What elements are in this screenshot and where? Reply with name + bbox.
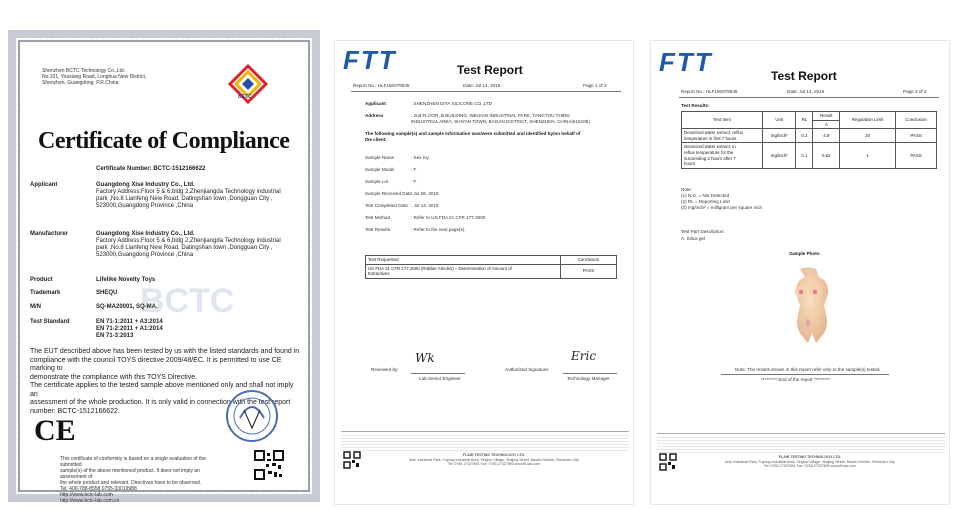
manufacturer-line: Guangdong Xise Industry Co., Ltd. bbox=[96, 231, 195, 237]
field-label: Sample Model bbox=[365, 167, 395, 172]
report-number: Report No.: HLF150078635 bbox=[681, 89, 738, 94]
field-label: Test Results bbox=[365, 227, 391, 232]
footer-line: http://www.bctc-lab.com bbox=[60, 492, 113, 498]
footer-line: FLAIR TESTING TECHNOLOGY LTD. bbox=[778, 455, 842, 459]
report-footer bbox=[369, 453, 619, 467]
footer-line: Tel: 0755-27327891 Fax: 0755-27327893 www.ftt-lab.com bbox=[763, 464, 857, 469]
field-label: Sample Received Date bbox=[365, 191, 412, 196]
qr-code-icon bbox=[254, 450, 284, 480]
statement-line: demonstrate the compliance with this TOYS Directive. bbox=[30, 373, 198, 381]
table-cell: Deionized water extract, reflux temperature in first 7 hours bbox=[682, 129, 763, 143]
statement-line: assessment of the whole production. It is only valid in connection with the test report bbox=[30, 399, 291, 406]
issuer-line: Shenzhen, Guangdong, P.R.China bbox=[42, 80, 119, 86]
applicant-line: Factory Address:Floor 5 & 6,bldg 2,Zhenjiangda Technology industrial bbox=[96, 189, 281, 195]
model-number-label: M/N bbox=[30, 304, 41, 310]
field-value: : Sex toy bbox=[411, 155, 429, 160]
table-cell: 0.1 bbox=[796, 143, 813, 168]
requested-tests-table bbox=[365, 255, 617, 279]
table-row bbox=[366, 264, 617, 278]
certificate-title: Certificate of Compliance bbox=[38, 128, 290, 154]
product-label: Product bbox=[30, 277, 53, 283]
qr-code-icon bbox=[343, 451, 361, 469]
ce-mark: CE bbox=[34, 414, 76, 447]
certificate-footer bbox=[60, 456, 220, 504]
footer-line: Tel: 0755-27327891 Fax: 0755-27327893 www.ftt-lab.com bbox=[447, 462, 541, 467]
sample-photo bbox=[783, 265, 833, 345]
report-footer bbox=[685, 455, 935, 469]
table-header: A bbox=[813, 120, 840, 129]
footer-line: Add: Industrial Park, Fuyong Industrial Area, Yingtou Village, Shajing Street, BaoAn District, Shenzhen City bbox=[725, 459, 895, 464]
certificate bbox=[4, 26, 324, 506]
standard-line: EN 71-1:2011 + A3:2014 bbox=[96, 319, 163, 325]
manufacturer-label: Manufacturer bbox=[30, 231, 69, 237]
address-line: : 2nd FLOOR, B BUILDING, WEIJIAN INDUSTRIAL PARK, TANGTOU THIRD bbox=[411, 113, 570, 118]
intro-text bbox=[365, 131, 580, 143]
table-cell: PASS bbox=[561, 264, 617, 278]
part-description-value: A. Silica gel bbox=[681, 236, 706, 241]
test-results-label: Test Results: bbox=[681, 103, 710, 108]
standard-line: EN 71-3:2013 bbox=[96, 333, 134, 339]
field-value: : Jul 06, 2015 bbox=[411, 191, 439, 196]
signature-authorized: Eric bbox=[571, 349, 597, 363]
test-standard-label: Test Standard bbox=[30, 319, 70, 325]
trademark-value: SHEQU bbox=[96, 290, 118, 296]
product-value: Lifelike Novelty Toys bbox=[96, 277, 156, 283]
field-label: Test Completed Date bbox=[365, 203, 408, 208]
certificate-number: Certificate Number: BCTC-1512166622 bbox=[96, 166, 206, 172]
intro-line: The following sample(s) and sample information was/were submitted and identified by/on behalf of bbox=[365, 131, 581, 136]
applicant-value bbox=[96, 182, 308, 210]
ftt-logo: FTT bbox=[659, 47, 713, 77]
footer-line: This certificate of conformity is based on a single evaluation of the submitted bbox=[60, 456, 206, 468]
field-value: : F bbox=[411, 167, 417, 172]
table-row bbox=[682, 143, 937, 168]
report-title: Test Report bbox=[771, 69, 837, 83]
page-number: Page 1 of 2 bbox=[583, 83, 607, 88]
authorized-role: Technology Manager bbox=[567, 376, 610, 381]
bctc-seal bbox=[224, 388, 280, 444]
field-label: Sample Lot bbox=[365, 179, 389, 184]
table-header: Unit bbox=[763, 112, 796, 129]
footer-line: sample(s) of the above mentioned product. It does not imply an assessment of bbox=[60, 468, 200, 480]
certificate-inner bbox=[18, 40, 310, 504]
address-line: INDUSTRIAL AREA, SHIYAN TOWN, BAOAN DISTRICT, SHENZHEN, CHINA(518108) bbox=[411, 119, 590, 124]
table-cell: 20 bbox=[840, 129, 896, 143]
table-header: Test Requested bbox=[366, 256, 561, 265]
signature-reviewer: Wk bbox=[415, 351, 435, 365]
statement-line: compliance with the council TOYS directive 2009/48/EC. It is permitted to use CE marking to bbox=[30, 356, 282, 372]
table-header: Conclusion bbox=[896, 112, 937, 129]
ftt-logo: FTT bbox=[343, 45, 397, 75]
table-header-row bbox=[366, 256, 617, 265]
test-report-page-2 bbox=[650, 40, 950, 505]
field-value: : Jul 14, 2015 bbox=[411, 203, 439, 208]
table-header: Conclusion bbox=[561, 256, 617, 265]
disclaimer-text-block bbox=[657, 437, 945, 455]
field-value: : Refer to US FDA 21 CFR 177.2600 bbox=[411, 215, 486, 220]
applicant-value: : SHENZHEN DIYA SILICONE CO.,LTD bbox=[411, 101, 492, 106]
authorized-signature-label: Authorized Signature: bbox=[505, 367, 550, 372]
table-cell: PASS bbox=[896, 143, 937, 168]
table-cell: 0.52 bbox=[813, 143, 840, 168]
qr-code-icon bbox=[659, 453, 677, 471]
manufacturer-line: park ,No.8 Lianfeng New Road, Datingshan town ,Dongguan City , bbox=[96, 245, 273, 251]
note-line: (2) RL = Reporting Limit bbox=[681, 199, 730, 204]
test-report-page-1 bbox=[334, 40, 634, 505]
manufacturer-line: 523000,Guangdong Province ,China bbox=[96, 252, 194, 258]
report-title: Test Report bbox=[457, 63, 523, 77]
footer-line: the whole product and relevant. Directives have to be observed. bbox=[60, 480, 202, 486]
standard-line: EN 71-2:2011 + A1:2014 bbox=[96, 326, 163, 332]
table-header: Test Item bbox=[682, 112, 763, 129]
table-header: Regulation Limit bbox=[840, 112, 896, 129]
reviewed-by-label: Reviewed by: bbox=[371, 367, 399, 372]
statement-line: number: BCTC-1512166622. bbox=[30, 407, 120, 415]
trademark-label: Trademark bbox=[30, 290, 61, 296]
table-row bbox=[682, 129, 937, 143]
issuer-line: No.101, Youxiang Road, Longhua New District, bbox=[42, 74, 147, 80]
table-cell: Deionized water extract, in reflux temperature for the succeeding 2 hours after 7 hours bbox=[682, 143, 763, 168]
footer-line: Tel: 400-788-8558 0755-33019988 bbox=[60, 486, 137, 492]
table-cell: 4.8 bbox=[813, 129, 840, 143]
note-line: (1) N.D. = Not Detected bbox=[681, 193, 730, 198]
note-line: Note: bbox=[681, 187, 692, 192]
watermark: BCTC bbox=[140, 282, 235, 320]
table-cell: mg/inch² bbox=[763, 129, 796, 143]
report-date: Date: Jul 14, 2015 bbox=[787, 89, 825, 94]
footer-line: FLAIR TESTING TECHNOLOGY LTD. bbox=[462, 453, 526, 457]
issuer-line: Shenzhen BCTC Technology Co.,Ltd. bbox=[42, 68, 126, 74]
bctc-logo bbox=[226, 64, 270, 104]
disclaimer-text-block bbox=[341, 435, 629, 453]
note-line: (3) mg/inch² = milligram per square inch bbox=[681, 205, 763, 210]
field-label: Sample Name bbox=[365, 155, 395, 160]
field-value: : Refer to the next page(s). bbox=[411, 227, 466, 232]
table-cell: US FDA 21 CFR 177.2600 (Rubber Articles) – Determination of Amount of Extractives bbox=[366, 264, 561, 278]
issuer-address bbox=[42, 68, 146, 86]
footer-line: Add: Industrial Park, Fuyong Industrial Area, Yingtou Village, Shajing Street, BaoAn District, Shenzhen City bbox=[409, 457, 579, 462]
reviewer-role: Lab Senior Engineer bbox=[419, 376, 461, 381]
manufacturer-value bbox=[96, 231, 308, 259]
applicant-label: Applicant bbox=[365, 101, 386, 106]
sample-photo-label: Sample Photo bbox=[789, 251, 820, 256]
sample-note: Note: The results shown in this report refer only to the sample(s) tested. bbox=[735, 367, 881, 372]
statement-line: The EUT described above has been tested by us with the listed standards and found in bbox=[30, 348, 300, 355]
applicant-line: 523000,Guangdong Province ,China bbox=[96, 203, 194, 209]
page-number: Page 2 of 2 bbox=[903, 89, 927, 94]
statement-line: The certificate applies to the tested sample above mentioned only and shall not imply an bbox=[30, 382, 294, 398]
bctc-logo-text: BCTC bbox=[238, 94, 252, 100]
address-value bbox=[411, 113, 590, 125]
field-value: : F bbox=[411, 179, 417, 184]
intro-line: the client: bbox=[365, 137, 387, 142]
table-cell: mg/inch² bbox=[763, 143, 796, 168]
test-results-table bbox=[681, 111, 937, 169]
footer-line: http://www.bctc-lab.com.cn bbox=[60, 498, 120, 504]
report-date: Date: Jul 14, 2015 bbox=[463, 83, 501, 88]
address-label: Address bbox=[365, 113, 384, 118]
field-label: Test Method bbox=[365, 215, 391, 220]
table-header: Result bbox=[813, 112, 840, 121]
applicant-label: Applicant bbox=[30, 182, 58, 188]
manufacturer-line: Factory Address:Floor 5 & 6,bldg 2,Zhenjiangda Technology industrial bbox=[96, 238, 281, 244]
applicant-line: Guangdong Xise Industry Co., Ltd. bbox=[96, 182, 195, 188]
table-header-row bbox=[682, 112, 937, 121]
table-header: RL bbox=[796, 112, 813, 129]
table-cell: 1 bbox=[840, 143, 896, 168]
results-notes bbox=[681, 187, 762, 211]
table-cell: 0.1 bbox=[796, 129, 813, 143]
table-cell: PASS bbox=[896, 129, 937, 143]
model-number-value: SQ-MA20001, SQ-MA. bbox=[96, 304, 158, 310]
part-description-label: Test Part Description: bbox=[681, 229, 725, 234]
applicant-line: park ,No.8 Lianfeng New Road, Datingshan town ,Dongguan City , bbox=[96, 196, 273, 202]
report-number: Report No.: HLF150078635 bbox=[353, 83, 410, 88]
test-standard-value bbox=[96, 319, 163, 340]
end-of-report: ********* End of the report ********* bbox=[761, 377, 830, 382]
